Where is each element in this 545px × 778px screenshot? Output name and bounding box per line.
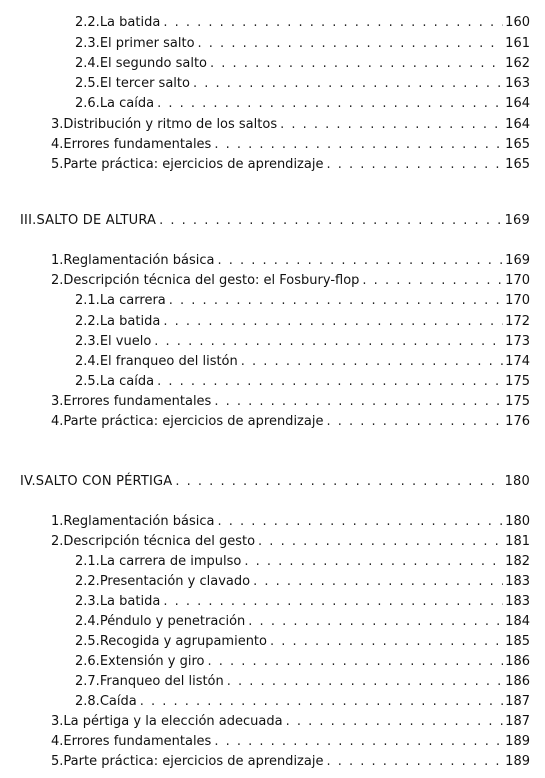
entry-title: El segundo salto bbox=[99, 56, 208, 71]
entry-title: Parte práctica: ejercicios de aprendizaje bbox=[63, 157, 324, 172]
entry-number: 2.6. bbox=[75, 654, 100, 669]
entry-number: 2.8. bbox=[75, 694, 100, 709]
entry-number: 2.4. bbox=[75, 56, 100, 71]
entry-title: La caída bbox=[99, 96, 155, 111]
entry-title: La batida bbox=[99, 594, 161, 609]
entry-page: 189 bbox=[505, 734, 530, 749]
toc-entry bbox=[51, 251, 530, 271]
entry-title: El franqueo del listón bbox=[99, 354, 238, 369]
dot-leader bbox=[154, 332, 503, 352]
dot-leader bbox=[253, 572, 503, 592]
entry-page: 161 bbox=[505, 36, 530, 51]
dot-leader bbox=[198, 34, 504, 54]
dot-leader bbox=[207, 652, 503, 672]
entry-title: Descripción técnica del gesto: el Fosbury-flop bbox=[63, 273, 360, 288]
entry-number: 1. bbox=[51, 253, 64, 268]
entry-number: 1. bbox=[51, 514, 64, 529]
entry-number: 2.5. bbox=[75, 374, 100, 389]
dot-leader bbox=[157, 372, 503, 392]
entry-number: 2.2. bbox=[75, 15, 100, 30]
entry-page: 183 bbox=[505, 594, 530, 609]
toc-entry bbox=[75, 692, 530, 712]
dot-leader bbox=[214, 732, 503, 752]
toc-entry bbox=[51, 392, 530, 412]
entry-page: 160 bbox=[505, 15, 530, 30]
dot-leader bbox=[163, 13, 503, 33]
entry-title: La carrera de impulso bbox=[99, 554, 242, 569]
section-page: 169 bbox=[504, 213, 530, 228]
entry-number: 2.2. bbox=[75, 314, 100, 329]
dot-leader bbox=[326, 752, 503, 772]
entry-number: 2.4. bbox=[75, 614, 100, 629]
entry-number: 2.4. bbox=[75, 354, 100, 369]
entry-number: 4. bbox=[51, 137, 64, 152]
entry-page: 183 bbox=[505, 574, 530, 589]
section-number: III. bbox=[20, 213, 37, 228]
dot-leader bbox=[258, 532, 503, 552]
entry-page: 173 bbox=[505, 334, 530, 349]
entry-page: 169 bbox=[505, 253, 530, 268]
toc-entry bbox=[51, 155, 530, 175]
entry-page: 186 bbox=[505, 674, 530, 689]
toc-entry bbox=[51, 512, 530, 532]
section-title: SALTO CON PÉRTIGA bbox=[35, 474, 173, 489]
dot-leader bbox=[175, 472, 502, 492]
toc-entry bbox=[75, 372, 530, 392]
toc-entry bbox=[51, 412, 530, 432]
dot-leader bbox=[362, 271, 503, 291]
entry-number: 2.5. bbox=[75, 76, 100, 91]
toc-section-heading bbox=[20, 472, 530, 492]
entry-page: 175 bbox=[505, 374, 530, 389]
entry-page: 182 bbox=[505, 554, 530, 569]
dot-leader bbox=[214, 392, 503, 412]
entry-title: Descripción técnica del gesto bbox=[63, 534, 256, 549]
entry-number: 2. bbox=[51, 273, 64, 288]
entry-page: 165 bbox=[505, 157, 530, 172]
toc-entry bbox=[75, 312, 530, 332]
toc-entry bbox=[75, 352, 530, 372]
dot-leader bbox=[210, 54, 503, 74]
entry-page: 164 bbox=[505, 117, 530, 132]
entry-page: 185 bbox=[505, 634, 530, 649]
toc-entry bbox=[75, 612, 530, 632]
entry-number: 2.2. bbox=[75, 574, 100, 589]
toc-section-heading bbox=[20, 211, 530, 231]
section-page: 180 bbox=[504, 474, 530, 489]
toc-entry bbox=[75, 74, 530, 94]
entry-page: 184 bbox=[505, 614, 530, 629]
entry-title: Péndulo y penetración bbox=[99, 614, 246, 629]
entry-number: 2.7. bbox=[75, 674, 100, 689]
entry-title: La pértiga y la elección adecuada bbox=[63, 714, 283, 729]
entry-page: 187 bbox=[505, 714, 530, 729]
entry-number: 2.5. bbox=[75, 634, 100, 649]
entry-page: 180 bbox=[505, 514, 530, 529]
toc-entry bbox=[75, 552, 530, 572]
entry-number: 2.1. bbox=[75, 293, 100, 308]
entry-page: 187 bbox=[505, 694, 530, 709]
dot-leader bbox=[227, 672, 503, 692]
entry-page: 175 bbox=[505, 394, 530, 409]
dot-leader bbox=[193, 74, 503, 94]
entry-title: El vuelo bbox=[99, 334, 152, 349]
entry-page: 165 bbox=[505, 137, 530, 152]
entry-page: 170 bbox=[505, 293, 530, 308]
entry-number: 5. bbox=[51, 157, 64, 172]
entry-page: 174 bbox=[505, 354, 530, 369]
toc-entry bbox=[51, 752, 530, 772]
entry-title: Franqueo del listón bbox=[99, 674, 224, 689]
dot-leader bbox=[280, 115, 503, 135]
entry-page: 164 bbox=[505, 96, 530, 111]
toc-entry bbox=[75, 572, 530, 592]
entry-title: Recogida y agrupamiento bbox=[99, 634, 267, 649]
dot-leader bbox=[169, 291, 503, 311]
entry-number: 2.3. bbox=[75, 594, 100, 609]
toc-entry bbox=[51, 115, 530, 135]
entry-page: 163 bbox=[505, 76, 530, 91]
entry-page: 172 bbox=[505, 314, 530, 329]
dot-leader bbox=[157, 94, 503, 114]
toc-entry bbox=[51, 271, 530, 291]
entry-page: 186 bbox=[505, 654, 530, 669]
entry-number: 4. bbox=[51, 734, 64, 749]
entry-number: 3. bbox=[51, 394, 64, 409]
toc-entry bbox=[75, 94, 530, 114]
entry-number: 2.3. bbox=[75, 334, 100, 349]
entry-title: Errores fundamentales bbox=[63, 734, 212, 749]
entry-title: Reglamentación básica bbox=[63, 514, 215, 529]
entry-title: Parte práctica: ejercicios de aprendizaje bbox=[63, 754, 324, 769]
entry-number: 3. bbox=[51, 117, 64, 132]
toc-entry bbox=[75, 592, 530, 612]
entry-title: Errores fundamentales bbox=[63, 394, 212, 409]
entry-title: La batida bbox=[99, 314, 161, 329]
toc-entry bbox=[51, 532, 530, 552]
entry-title: La batida bbox=[99, 15, 161, 30]
dot-leader bbox=[241, 352, 503, 372]
entry-title: El primer salto bbox=[99, 36, 195, 51]
toc-entry bbox=[75, 291, 530, 311]
dot-leader bbox=[270, 632, 503, 652]
dot-leader bbox=[217, 251, 503, 271]
entry-number: 5. bbox=[51, 754, 64, 769]
entry-number: 3. bbox=[51, 714, 64, 729]
entry-title: El tercer salto bbox=[99, 76, 190, 91]
entry-page: 189 bbox=[505, 754, 530, 769]
entry-number: 4. bbox=[51, 414, 64, 429]
dot-leader bbox=[140, 692, 503, 712]
entry-number: 2.1. bbox=[75, 554, 100, 569]
dot-leader bbox=[326, 412, 503, 432]
dot-leader bbox=[214, 135, 503, 155]
toc-entry bbox=[75, 13, 530, 33]
toc-entry bbox=[75, 332, 530, 352]
entry-page: 176 bbox=[505, 414, 530, 429]
dot-leader bbox=[248, 612, 503, 632]
entry-page: 170 bbox=[505, 273, 530, 288]
entry-number: 2. bbox=[51, 534, 64, 549]
entry-title: Presentación y clavado bbox=[99, 574, 251, 589]
entry-number: 2.6. bbox=[75, 96, 100, 111]
section-number: IV. bbox=[20, 474, 36, 489]
toc-entry bbox=[51, 135, 530, 155]
entry-title: La caída bbox=[99, 374, 155, 389]
dot-leader bbox=[326, 155, 503, 175]
dot-leader bbox=[286, 712, 504, 732]
dot-leader bbox=[159, 211, 502, 231]
toc-entry bbox=[75, 652, 530, 672]
dot-leader bbox=[244, 552, 503, 572]
dot-leader bbox=[163, 592, 503, 612]
entry-title: Distribución y ritmo de los saltos bbox=[63, 117, 278, 132]
entry-title: Errores fundamentales bbox=[63, 137, 212, 152]
toc-entry bbox=[75, 632, 530, 652]
entry-page: 181 bbox=[505, 534, 530, 549]
entry-page: 162 bbox=[505, 56, 530, 71]
toc-entry bbox=[75, 54, 530, 74]
entry-number: 2.3. bbox=[75, 36, 100, 51]
entry-title: Extensión y giro bbox=[99, 654, 205, 669]
entry-title: Reglamentación básica bbox=[63, 253, 215, 268]
entry-title: Caída bbox=[99, 694, 137, 709]
entry-title: Parte práctica: ejercicios de aprendizaje bbox=[63, 414, 324, 429]
dot-leader bbox=[217, 512, 503, 532]
toc-entry bbox=[75, 34, 530, 54]
entry-title: La carrera bbox=[99, 293, 166, 308]
toc-entry bbox=[51, 732, 530, 752]
toc-entry bbox=[75, 672, 530, 692]
toc-entry bbox=[51, 712, 530, 732]
section-title: SALTO DE ALTURA bbox=[36, 213, 157, 228]
dot-leader bbox=[163, 312, 503, 332]
